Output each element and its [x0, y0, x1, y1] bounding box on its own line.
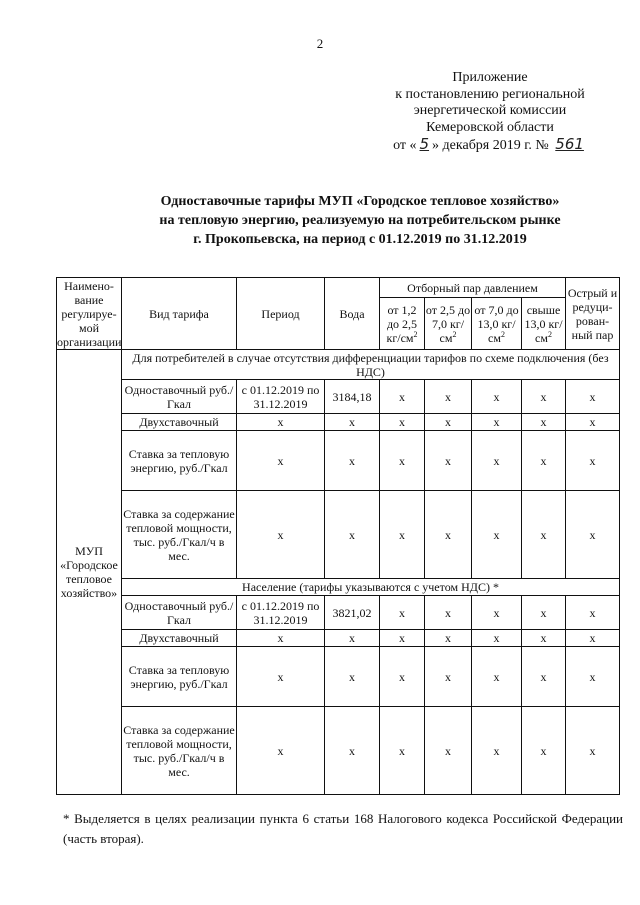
- section-2-title-row: [57, 579, 620, 596]
- footnote: * Выделяется в целях реализации пункта 6 статьи 168 Налогового кодекса Российской Федерации (часть вторая).: [63, 811, 623, 846]
- x-cell: x: [522, 707, 566, 795]
- header-steam-2: от 2,5 до 7,0 $кг/см^2$: [425, 298, 472, 350]
- x-cell: x: [522, 491, 566, 579]
- x-cell: x: [472, 647, 522, 707]
- x-cell: x: [522, 630, 566, 647]
- x-cell: x: [425, 431, 472, 491]
- x-cell: x: [566, 630, 620, 647]
- x-cell: x: [425, 630, 472, 647]
- x-cell: x: [522, 596, 566, 630]
- x-cell: x: [425, 707, 472, 795]
- x-cell: x: [380, 414, 425, 431]
- appendix-line-2: к постановлению региональной: [395, 86, 585, 102]
- x-cell: x: [522, 431, 566, 491]
- period-cell: с 01.12.2019 по 31.12.2019: [237, 380, 325, 414]
- x-cell: x: [472, 491, 522, 579]
- x-cell: x: [472, 630, 522, 647]
- header-tariff-type: Вид тарифа: [122, 278, 237, 350]
- title-line-2: на тепловую энергию, реализуемую на потребительском рынке: [159, 213, 561, 228]
- table-row: [57, 630, 620, 647]
- x-cell: x: [425, 647, 472, 707]
- header-row-1: [57, 278, 620, 298]
- title-line-3: г. Прокопьевска, на период с 01.12.2019 по 31.12.2019: [193, 232, 527, 247]
- tariff-label: Одноставочный руб./Гкал: [122, 380, 237, 414]
- table-row: [57, 380, 620, 414]
- tariff-table: [56, 277, 620, 795]
- tariff-label: Ставка за тепловую энергию, руб./Гкал: [122, 431, 237, 491]
- x-cell: x: [325, 707, 380, 795]
- appendix-line-3: энергетической комиссии: [413, 103, 567, 118]
- x-cell: x: [425, 414, 472, 431]
- section-1-title-row: [57, 350, 620, 380]
- x-cell: x: [566, 380, 620, 414]
- x-cell: x: [325, 491, 380, 579]
- appendix-line-4: Кемеровской области: [426, 119, 554, 135]
- header-steam-group: Отборный пар давлением: [380, 278, 566, 298]
- x-cell: x: [380, 647, 425, 707]
- x-cell: x: [472, 414, 522, 431]
- x-cell: x: [380, 491, 425, 579]
- table-row: [57, 596, 620, 630]
- header-steam-3: от 7,0 до 13,0 $кг/см^2$: [472, 298, 522, 350]
- x-cell: x: [237, 630, 325, 647]
- table-row: [57, 414, 620, 431]
- header-period: Период: [237, 278, 325, 350]
- x-cell: x: [522, 414, 566, 431]
- tariff-label: Двухставочный: [122, 414, 237, 431]
- x-cell: x: [425, 491, 472, 579]
- table-row: [57, 431, 620, 491]
- title-line-1: Одноставочные тарифы МУП «Городское тепловое хозяйство»: [160, 194, 560, 209]
- tariff-label: Двухставочный: [122, 630, 237, 647]
- x-cell: x: [566, 414, 620, 431]
- x-cell: x: [380, 707, 425, 795]
- x-cell: x: [425, 596, 472, 630]
- date-prefix: от «: [393, 138, 417, 153]
- table-row: [57, 707, 620, 795]
- tariff-label: Ставка за содержание тепловой мощности, тыс. руб./Гкал/ч в мес.: [122, 491, 237, 579]
- x-cell: x: [566, 647, 620, 707]
- x-cell: x: [472, 380, 522, 414]
- x-cell: x: [472, 431, 522, 491]
- handwritten-number: 561: [555, 135, 584, 153]
- x-cell: x: [566, 431, 620, 491]
- x-cell: x: [522, 380, 566, 414]
- table-row: [57, 647, 620, 707]
- x-cell: x: [237, 707, 325, 795]
- x-cell: x: [472, 596, 522, 630]
- x-cell: x: [380, 431, 425, 491]
- x-cell: x: [325, 630, 380, 647]
- appendix-line-1: Приложение: [452, 70, 528, 85]
- page-number: 2: [316, 36, 324, 51]
- section-1-title: Для потребителей в случае отсутствия дифференциации тарифов по схеме подключения (без НДС): [122, 350, 620, 380]
- header-sharp-steam: Острый и редуци-рован-ный пар: [566, 278, 620, 350]
- x-cell: x: [237, 431, 325, 491]
- date-suffix: » декабря 2019 г. №: [432, 138, 549, 153]
- x-cell: x: [237, 647, 325, 707]
- header-steam-1: от 1,2 до 2,5 $кг/см^2$: [380, 298, 425, 350]
- water-value: 3184,18: [325, 380, 380, 414]
- water-value: 3821,02: [325, 596, 380, 630]
- x-cell: x: [380, 630, 425, 647]
- tariff-label: Одноставочный руб./Гкал: [122, 596, 237, 630]
- period-cell: с 01.12.2019 по 31.12.2019: [237, 596, 325, 630]
- x-cell: x: [522, 647, 566, 707]
- section-2-title: Население (тарифы указываются с учетом НДС) *: [122, 579, 620, 596]
- table-row: [57, 491, 620, 579]
- x-cell: x: [566, 596, 620, 630]
- handwritten-day: 5: [419, 135, 430, 153]
- x-cell: x: [566, 491, 620, 579]
- header-steam-4: свыше 13,0 $кг/см^2$: [522, 298, 566, 350]
- x-cell: x: [325, 431, 380, 491]
- x-cell: x: [325, 414, 380, 431]
- x-cell: x: [425, 380, 472, 414]
- x-cell: x: [472, 707, 522, 795]
- tariff-label: Ставка за тепловую энергию, руб./Гкал: [122, 647, 237, 707]
- header-water: Вода: [325, 278, 380, 350]
- x-cell: x: [325, 647, 380, 707]
- x-cell: x: [380, 380, 425, 414]
- x-cell: x: [237, 491, 325, 579]
- x-cell: x: [566, 707, 620, 795]
- x-cell: x: [237, 414, 325, 431]
- x-cell: x: [380, 596, 425, 630]
- tariff-label: Ставка за содержание тепловой мощности, тыс. руб./Гкал/ч в мес.: [122, 707, 237, 795]
- org-name-cell: МУП «Городское тепловое хозяйство»: [57, 350, 122, 795]
- header-org: Наимено-вание регулируе-мой организации: [57, 278, 122, 349]
- appendix-date-line: [360, 136, 620, 155]
- document-title: [90, 192, 630, 249]
- appendix-header: [360, 70, 620, 155]
